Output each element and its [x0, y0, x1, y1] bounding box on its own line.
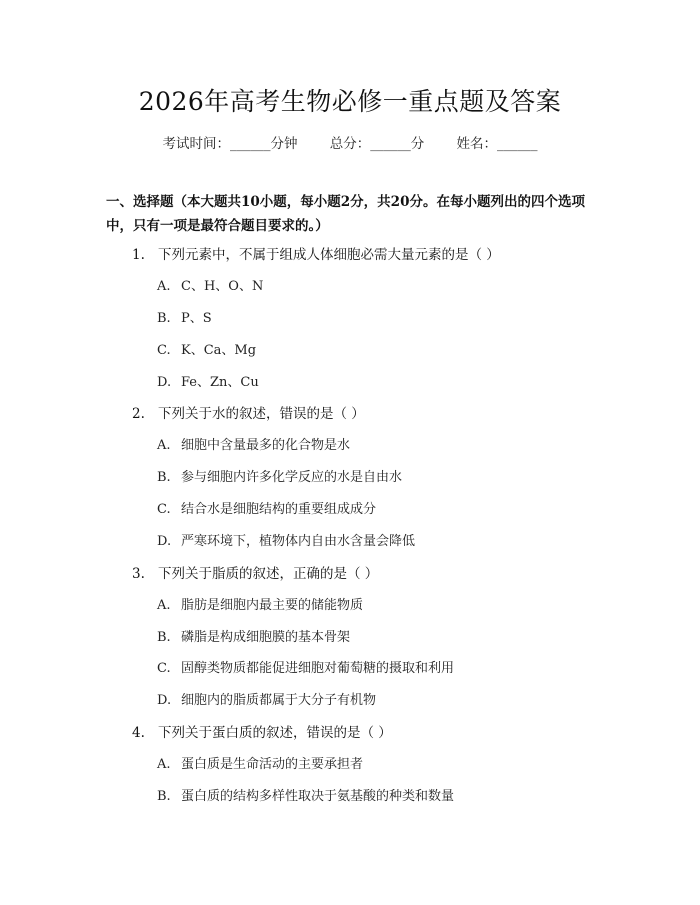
- option-item: [157, 753, 363, 772]
- option-item: [157, 626, 350, 645]
- page-title: 2026年高考生物必修一重点题及答案: [138, 87, 562, 116]
- option-letter: A.: [157, 598, 171, 613]
- option-item: [157, 594, 363, 613]
- section-heading: 一、选择题（本大题共10小题，每小题2分，共20分。在每小题列出的四个选项中，只有一项是最符合题目要求的。）: [106, 194, 585, 234]
- option-letter: A.: [157, 279, 171, 294]
- option-letter: C.: [157, 661, 171, 676]
- question-text: 下列元素中，不属于组成人体细胞必需大量元素的是（ ）: [158, 247, 500, 263]
- option-letter: B.: [157, 789, 171, 804]
- option-text: 严寒环境下，植物体内自由水含量会降低: [181, 534, 416, 549]
- question-stem: [132, 243, 500, 263]
- question-number: 1.: [132, 247, 145, 263]
- question-stem: [132, 562, 378, 582]
- option-text: 脂肪是细胞内最主要的储能物质: [181, 598, 364, 613]
- option-text: 细胞中含量最多的化合物是水: [181, 438, 351, 453]
- question-text: 下列关于蛋白质的叙述，错误的是（ ）: [158, 725, 392, 741]
- option-item: [157, 434, 350, 453]
- question-number: 3.: [132, 566, 145, 582]
- option-text: 结合水是细胞结构的重要组成成分: [181, 502, 377, 517]
- question-text: 下列关于脂质的叙述，正确的是（ ）: [158, 566, 379, 582]
- total-score-field: 总分：______分: [329, 136, 425, 152]
- option-letter: A.: [157, 438, 171, 453]
- option-text: 蛋白质是生命活动的主要承担者: [181, 757, 364, 772]
- option-item: [157, 530, 415, 549]
- question-number: 4.: [132, 725, 145, 741]
- option-letter: D.: [157, 534, 172, 549]
- option-item: [157, 275, 263, 294]
- option-item: [157, 689, 376, 708]
- option-letter: C.: [157, 343, 171, 358]
- option-text: 固醇类物质都能促进细胞对葡萄糖的摄取和利用: [181, 661, 455, 676]
- question-stem: [132, 721, 392, 741]
- option-letter: D.: [157, 693, 172, 708]
- question-stem: [132, 402, 365, 422]
- exam-time-field: 考试时间：______分钟: [162, 136, 298, 152]
- option-letter: B.: [157, 311, 171, 326]
- option-text: P、S: [181, 311, 212, 326]
- option-item: [157, 371, 259, 390]
- question-text: 下列关于水的叙述，错误的是（ ）: [158, 406, 365, 422]
- option-item: [157, 307, 212, 326]
- question-number: 2.: [132, 406, 145, 422]
- option-text: 参与细胞内许多化学反应的水是自由水: [181, 470, 403, 485]
- option-letter: D.: [157, 375, 172, 390]
- option-item: [157, 498, 376, 517]
- option-item: [157, 785, 454, 804]
- option-text: 磷脂是构成细胞膜的基本骨架: [181, 630, 351, 645]
- option-letter: C.: [157, 502, 171, 517]
- option-letter: B.: [157, 470, 171, 485]
- option-text: C、H、O、N: [181, 279, 264, 294]
- option-text: 蛋白质的结构多样性取决于氨基酸的种类和数量: [181, 789, 455, 804]
- option-text: 细胞内的脂质都属于大分子有机物: [181, 693, 377, 708]
- student-name-field: 姓名：______: [456, 136, 538, 152]
- option-letter: B.: [157, 630, 171, 645]
- option-item: [157, 339, 256, 358]
- option-item: [157, 657, 454, 676]
- option-letter: A.: [157, 757, 171, 772]
- option-text: Fe、Zn、Cu: [181, 375, 259, 390]
- option-item: [157, 466, 402, 485]
- option-text: K、Ca、Mg: [181, 343, 257, 358]
